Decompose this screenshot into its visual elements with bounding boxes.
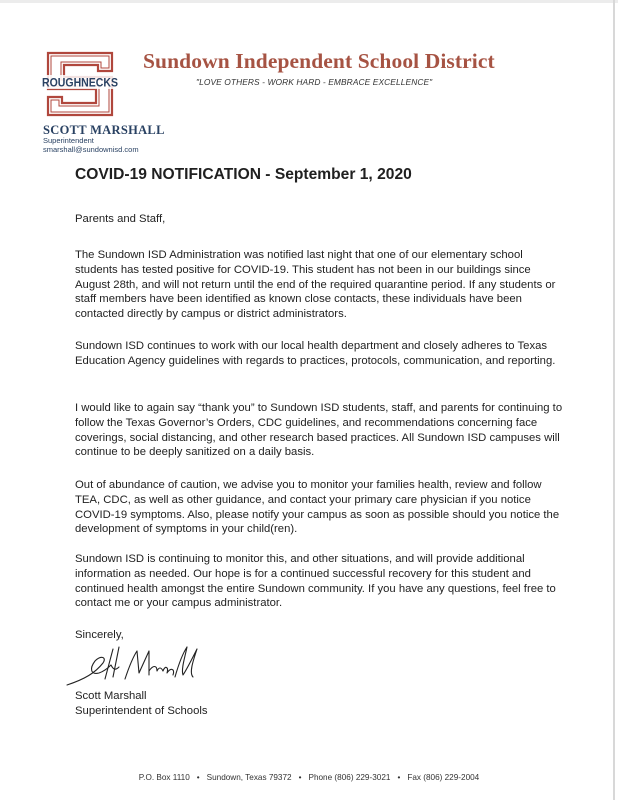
signature-title: Superintendent of Schools <box>75 705 208 717</box>
footer-contact <box>0 773 618 782</box>
sender-title: Superintendent <box>43 136 94 145</box>
sender-email[interactable]: smarshall@sundownisd.com <box>43 145 139 154</box>
paragraph-3: I would like to again say “thank you” to Sundown ISD students, staff, and parents for continuing to follow the Texas Governor’s Orders, CDC guidelines, and recommendations concerning face coverings, social distancing, and other research based practices. All Sundown ISD campuses will continue to be deeply sanitized on a daily basis. <box>75 402 563 459</box>
closing: Sincerely, <box>75 629 124 641</box>
signature-name: Scott Marshall <box>75 690 147 702</box>
footer-separator: • <box>397 773 401 782</box>
footer-address: P.O. Box 1110 <box>138 773 190 782</box>
roughnecks-logo-icon <box>40 51 120 117</box>
footer-city: Sundown, Texas 79372 <box>206 773 292 782</box>
scan-edge-right <box>613 0 615 800</box>
greeting: Parents and Staff, <box>75 213 166 225</box>
footer-fax: Fax (806) 229-2004 <box>407 773 480 782</box>
logo-text: ROUGHNECKS <box>42 77 119 90</box>
district-motto: "LOVE OTHERS - WORK HARD - EMBRACE EXCELLENCE" <box>196 77 433 87</box>
paragraph-1: The Sundown ISD Administration was notified last night that one of our elementary school students has tested positive for COVID-19. This student has not been in our buildings since August 28th, and will not return until the end of the required quarantine period. If any students or staff members have been identified as known close contacts, these individuals have been contacted directly by campus or district administrators. <box>75 249 556 321</box>
footer-separator: • <box>298 773 302 782</box>
notice-title: COVID-19 NOTIFICATION - September 1, 2020 <box>75 166 412 183</box>
district-name: Sundown Independent School District <box>143 49 495 73</box>
footer-separator: • <box>196 773 200 782</box>
sender-name: SCOTT MARSHALL <box>43 123 165 137</box>
footer-phone: Phone (806) 229-3021 <box>308 773 391 782</box>
paragraph-5: Sundown ISD is continuing to monitor this, and other situations, and will provide additional information as needed. Our hope is for a continued successful recovery for this student and continued health amongst the entire Sundown community. If you have any questions, feel free to contact me or your campus administrator. <box>75 553 556 610</box>
paragraph-2: Sundown ISD continues to work with our local health department and closely adheres to Texas Education Agency guidelines with regards to practices, protocols, communication, and reporting. <box>75 340 556 367</box>
signature-icon <box>65 643 205 688</box>
scan-edge-top <box>0 0 618 3</box>
paragraph-4: Out of abundance of caution, we advise you to monitor your families health, review and follow TEA, CDC, as well as other guidance, and contact your primary care physician if you notice COVID-19 symptoms. Also, please notify your campus as soon as possible should you notice the development of symptoms in your child(ren). <box>75 479 560 536</box>
